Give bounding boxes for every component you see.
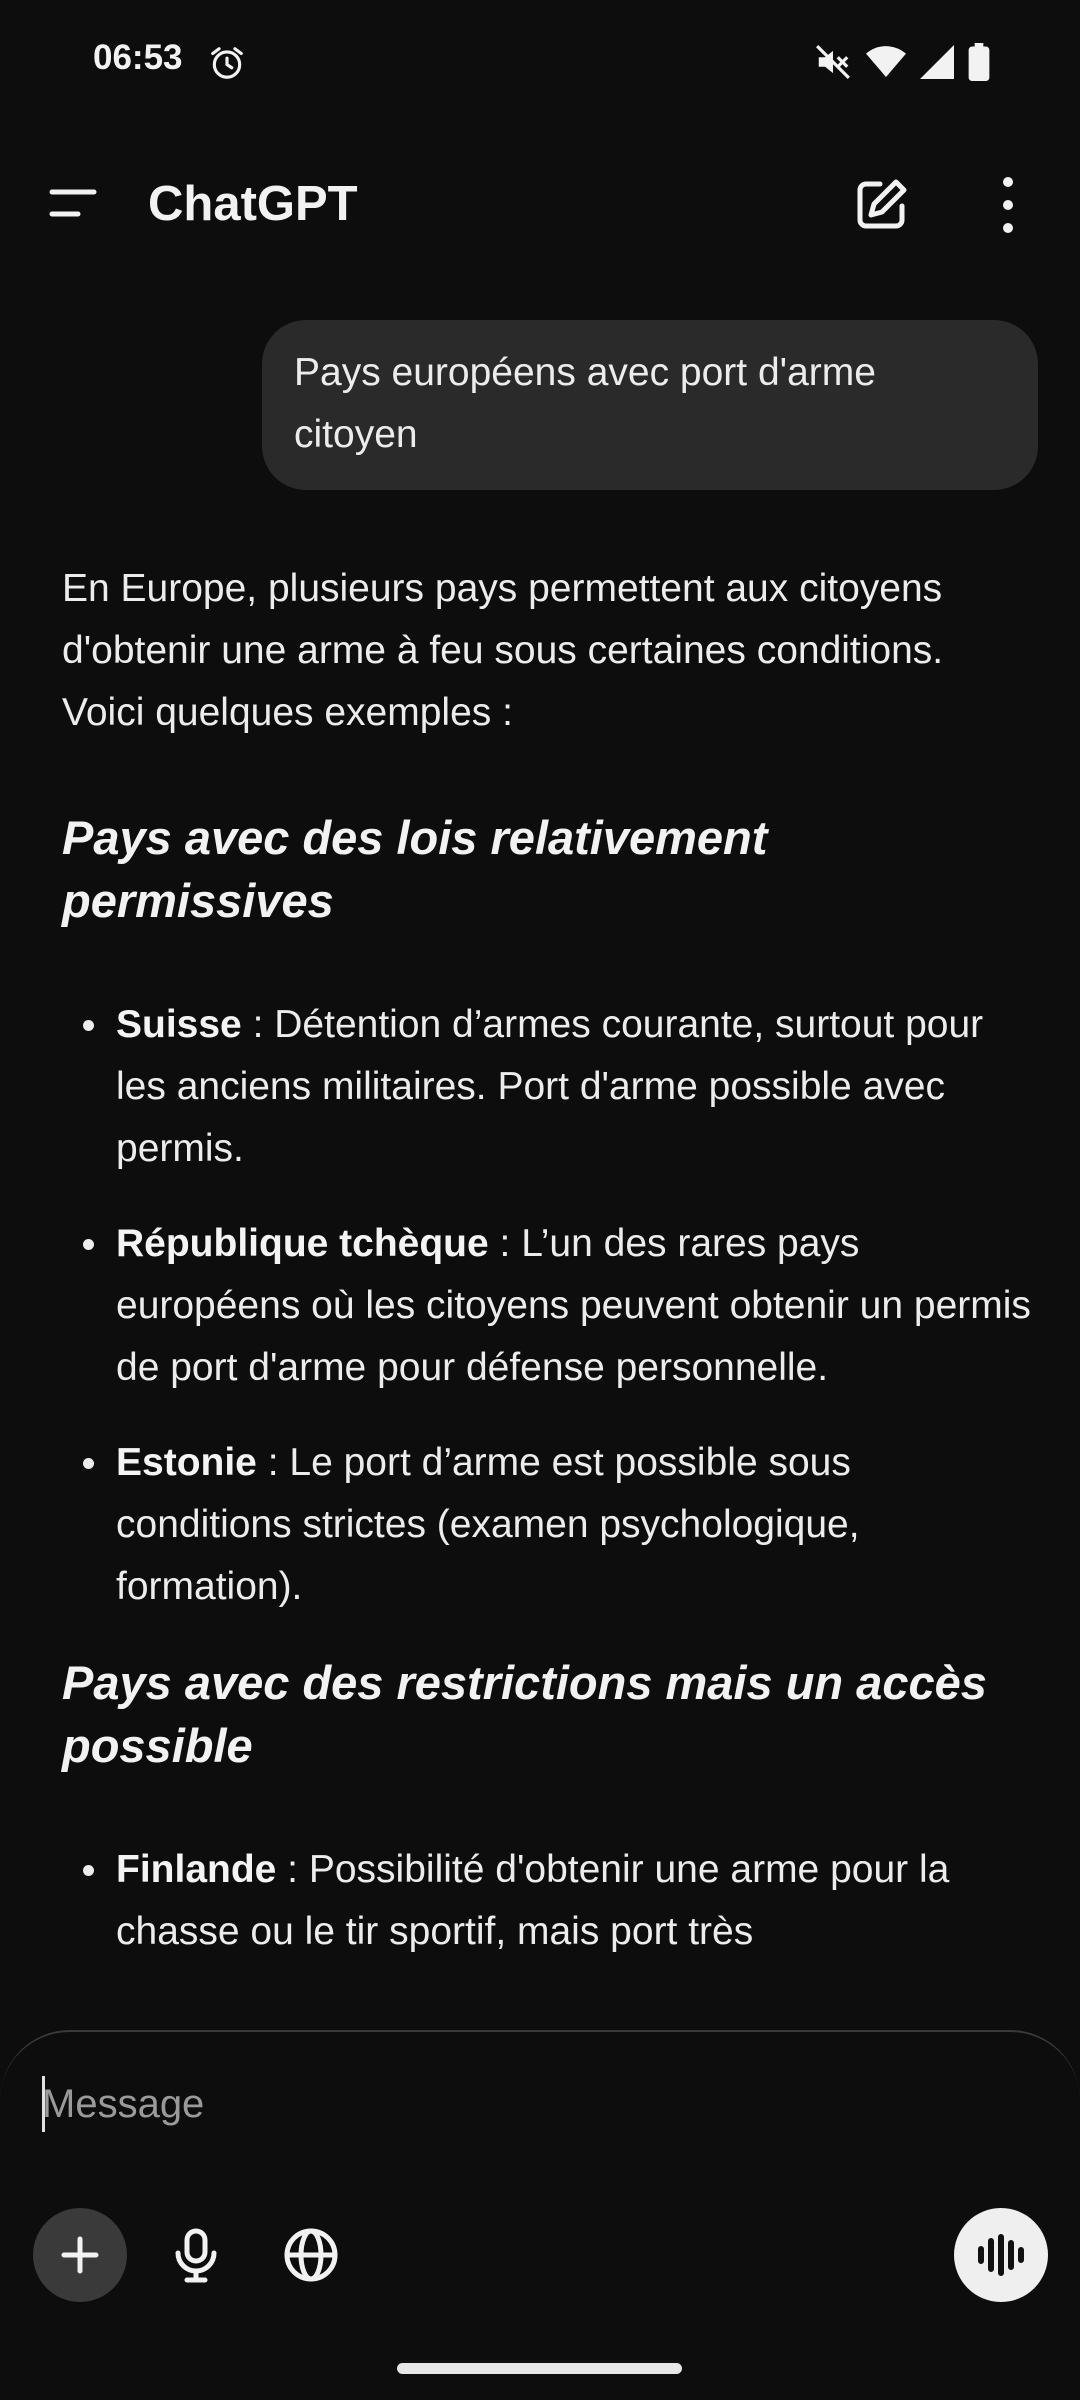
more-vertical-icon[interactable]: [986, 172, 1030, 238]
status-bar: [0, 0, 1080, 124]
list-item: [62, 994, 1032, 1180]
text-cursor: [42, 2076, 45, 2132]
app-title: ChatGPT: [148, 177, 358, 231]
app-bar: [0, 150, 1080, 260]
country-description: : Détention d’armes courante, surtout pour les anciens militaires. Port d'arme possible avec permis.: [116, 1003, 984, 1170]
attach-button[interactable]: [33, 2208, 127, 2302]
voice-mode-button[interactable]: [954, 2208, 1048, 2302]
bullet-dot: [83, 1458, 94, 1469]
bullet-list: [62, 994, 1032, 1618]
voice-mode-icon: [975, 2233, 1027, 2277]
plus-icon: [58, 2233, 102, 2277]
user-message-bubble: Pays européens avec port d'arme citoyen: [262, 320, 1038, 490]
home-indicator[interactable]: [397, 2363, 682, 2374]
new-chat-icon[interactable]: [852, 176, 910, 234]
list-item: [62, 1213, 1032, 1399]
country-name: Finlande: [116, 1848, 277, 1891]
mute-icon: [814, 43, 852, 81]
wifi-icon: [866, 44, 906, 80]
battery-icon: [968, 43, 990, 81]
message-input[interactable]: [40, 2068, 1024, 2140]
bullet-dot: [83, 1020, 94, 1031]
assistant-message: [62, 558, 1032, 1996]
country-name: Suisse: [116, 1003, 242, 1046]
bullet-dot: [83, 1865, 94, 1876]
country-description: : Le port d’arme est possible sous conditions strictes (examen psychologique, formation).: [116, 1441, 860, 1608]
signal-icon: [920, 44, 954, 80]
composer: [0, 2030, 1080, 2400]
country-description: : L’un des rares pays européens où les citoyens peuvent obtenir un permis de port d'arme pour défense personnelle.: [116, 1222, 1031, 1389]
list-item: [62, 1432, 1032, 1618]
bullet-dot: [83, 1239, 94, 1250]
country-description: : Possibilité d'obtenir une arme pour la chasse ou le tir sportif, mais port très: [116, 1848, 950, 1953]
list-item: [62, 1839, 1032, 1963]
microphone-icon[interactable]: [167, 2226, 225, 2284]
country-name: Estonie: [116, 1441, 257, 1484]
section-heading: Pays avec des lois relativement permissives: [62, 811, 768, 927]
section-heading: Pays avec des restrictions mais un accès possible: [62, 1656, 987, 1772]
bullet-list: [62, 1839, 1032, 1963]
status-time: 06:53: [93, 38, 183, 77]
status-icons: [814, 42, 990, 82]
conversation: [0, 320, 1080, 2030]
alarm-icon: [208, 44, 246, 82]
country-name: République tchèque: [116, 1222, 489, 1265]
assistant-intro: En Europe, plusieurs pays permettent aux citoyens d'obtenir une arme à feu sous certaines conditions. Voici quelques exemples :: [62, 567, 944, 734]
menu-icon[interactable]: [44, 172, 106, 234]
globe-icon[interactable]: [282, 2226, 340, 2284]
